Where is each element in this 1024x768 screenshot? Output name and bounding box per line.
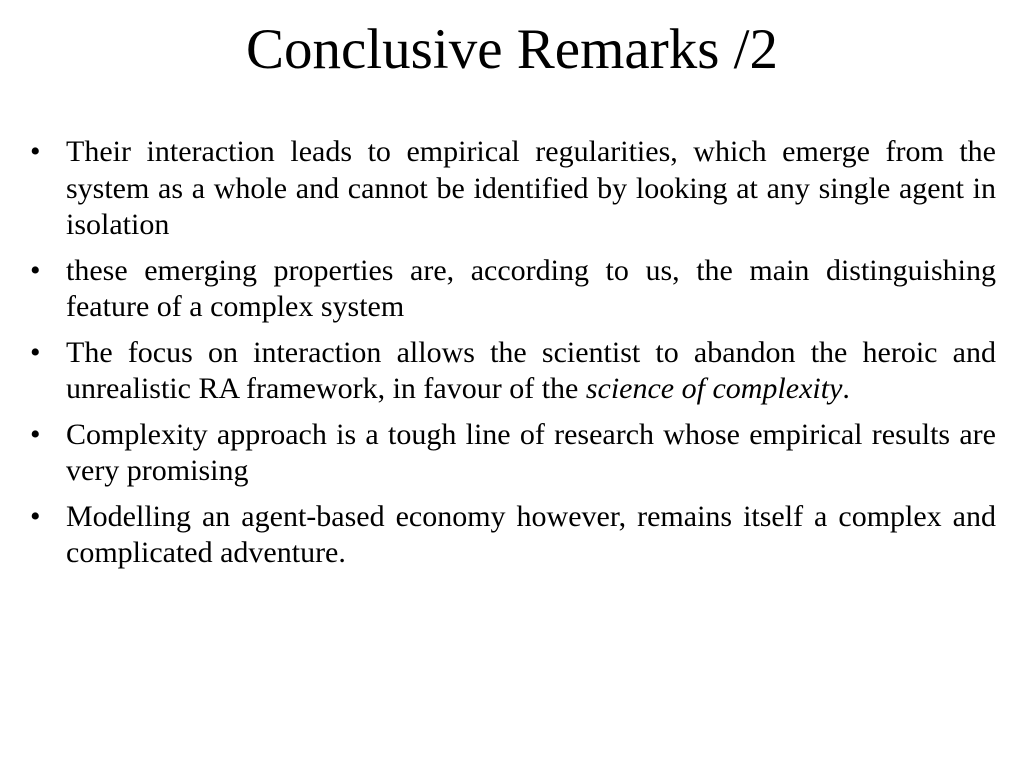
- bullet-icon: •: [30, 135, 41, 168]
- bullet-icon: •: [30, 417, 41, 451]
- bullet-item-complexity-approach: [28, 417, 996, 490]
- bullet-icon: •: [30, 253, 41, 287]
- bullet-icon: •: [30, 499, 41, 533]
- bullet-text-end: .: [842, 372, 850, 405]
- bullet-item-modelling: [28, 499, 996, 572]
- bullet-item-interaction: [28, 134, 996, 244]
- bullet-item-focus-on-interaction: [28, 335, 996, 408]
- bullet-text: these emerging properties are, according to us, the main distinguishing feature of a complex system: [66, 253, 996, 323]
- bullet-text-italic: science of complexity: [585, 372, 843, 405]
- bullet-text: Complexity approach is a tough line of research whose empirical results are very promising: [66, 417, 996, 487]
- bullet-text: Modelling an agent-based economy however, remains itself a complex and complicated adventure.: [66, 499, 996, 569]
- bullet-item-emerging-properties: [28, 253, 996, 326]
- slide-title: Conclusive Remarks /2: [246, 18, 778, 81]
- bullet-text: The focus on interaction allows the scientist to abandon the heroic and unrealistic RA framework, in favour of the: [66, 335, 996, 405]
- bullet-text: Their interaction leads to empirical regularities, which emerge from the system as a whole and cannot be identified by looking at any single agent in isolation: [66, 135, 996, 241]
- bullet-icon: •: [30, 335, 41, 369]
- bullet-list: [28, 134, 996, 581]
